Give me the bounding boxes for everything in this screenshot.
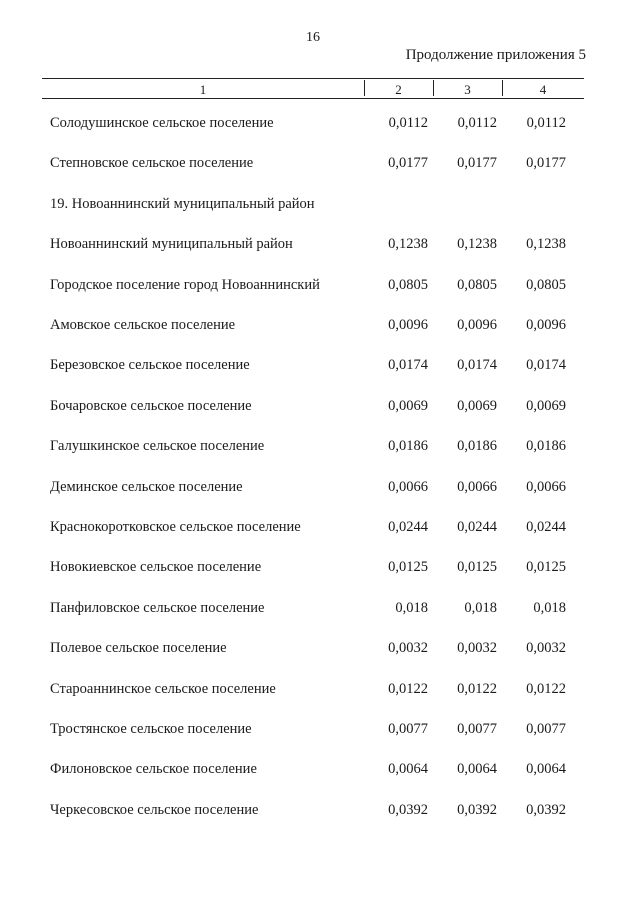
coefficient-col-3: 0,0186 [457, 438, 497, 455]
column-header-2: 2 [395, 82, 402, 97]
settlement-name: Галушкинское сельское поселение [50, 438, 265, 455]
settlement-name: Степновское сельское поселение [50, 155, 254, 172]
column-header-4: 4 [539, 82, 547, 97]
coefficient-col-4: 0,1238 [526, 236, 566, 253]
table-row [0, 600, 640, 622]
coefficient-col-3: 0,0805 [457, 276, 497, 293]
coefficient-col-3: 0,0122 [457, 680, 497, 697]
coefficient-col-4: 0,018 [533, 599, 566, 616]
coefficient-col-2: 0,0805 [388, 276, 428, 293]
coefficient-col-4: 0,0174 [526, 357, 566, 374]
coefficient-col-3: 0,0077 [457, 721, 497, 737]
table-header-bottom-rule [42, 98, 584, 99]
settlement-name: Солодушинское сельское поселение [50, 115, 274, 131]
settlement-name: Новокиевское сельское поселение [50, 559, 262, 576]
table-row [0, 721, 640, 743]
settlement-name: Краснокоротковское сельское поселение [50, 519, 301, 535]
coefficient-col-2: 0,0064 [388, 761, 428, 778]
table-row [0, 479, 640, 501]
coefficient-col-3: 0,1238 [457, 236, 497, 253]
coefficient-col-2: 0,0112 [388, 115, 428, 131]
coefficient-col-3: 0,0032 [457, 640, 497, 657]
table-row [0, 438, 640, 460]
coefficient-col-3: 0,0177 [457, 155, 497, 172]
coefficient-col-2: 0,0066 [388, 478, 428, 495]
settlement-name: Филоновское сельское поселение [50, 761, 257, 778]
coefficient-col-3: 0,0244 [457, 519, 497, 535]
settlement-name: Новоаннинский муниципальный район [50, 236, 293, 253]
coefficient-col-4: 0,0805 [526, 276, 566, 293]
coefficient-col-2: 0,0096 [388, 317, 428, 333]
coefficient-col-2: 0,0174 [388, 357, 428, 374]
coefficient-col-4: 0,0066 [526, 478, 566, 495]
table-row [0, 802, 640, 824]
settlement-name: Полевое сельское поселение [50, 640, 227, 657]
table-row [0, 761, 640, 783]
coefficient-col-2: 0,0032 [388, 640, 428, 657]
settlement-name: Бочаровское сельское поселение [50, 397, 252, 414]
coefficient-col-2: 0,0186 [388, 438, 428, 455]
coefficient-col-2: 0,0125 [388, 559, 428, 576]
coefficient-col-3: 0,0392 [457, 801, 497, 818]
coefficient-col-3: 0,0064 [457, 761, 497, 778]
coefficient-col-4: 0,0392 [526, 801, 566, 818]
column-header-1: 1 [199, 82, 207, 97]
coefficient-col-4: 0,0244 [526, 519, 566, 535]
coefficient-col-2: 0,0122 [388, 680, 428, 697]
table-row [0, 519, 640, 541]
table-row [0, 196, 640, 218]
coefficient-col-4: 0,0177 [526, 155, 566, 172]
table-header-top-rule [42, 78, 584, 79]
coefficient-col-3: 0,0066 [457, 478, 497, 495]
coefficient-col-3: 0,0112 [457, 115, 497, 131]
table-row [0, 398, 640, 420]
coefficient-col-4: 0,0064 [526, 761, 566, 778]
coefficient-col-3: 0,0069 [457, 397, 497, 414]
table-row [0, 559, 640, 581]
table-row [0, 236, 640, 258]
settlement-name: Деминское сельское поселение [50, 478, 243, 495]
settlement-name: Амовское сельское поселение [50, 317, 236, 333]
coefficient-col-4: 0,0032 [526, 640, 566, 657]
table-row [0, 115, 640, 137]
coefficient-col-3: 0,0125 [457, 559, 497, 576]
coefficient-col-2: 0,018 [395, 599, 428, 616]
coefficient-col-3: 0,018 [464, 599, 497, 616]
coefficient-col-2: 0,0177 [388, 155, 428, 172]
settlement-name: 19. Новоаннинский муниципальный район [50, 195, 315, 212]
coefficient-col-4: 0,0077 [526, 721, 566, 737]
table-row [0, 357, 640, 379]
coefficient-col-2: 0,1238 [388, 236, 428, 253]
table-row [0, 277, 640, 299]
coefficient-col-4: 0,0096 [526, 317, 566, 333]
coefficient-col-4: 0,0125 [526, 559, 566, 576]
settlement-name: Тростянское сельское поселение [50, 721, 252, 737]
table-row [0, 155, 640, 177]
coefficient-col-2: 0,0392 [388, 801, 428, 818]
table-row [0, 640, 640, 662]
coefficient-col-3: 0,0174 [457, 357, 497, 374]
settlement-name: Панфиловское сельское поселение [50, 599, 265, 616]
coefficient-col-4: 0,0122 [526, 680, 566, 697]
page-number: 16 [306, 30, 320, 45]
table-row [0, 681, 640, 703]
settlement-name: Черкесовское сельское поселение [50, 801, 259, 818]
column-header-3: 3 [464, 82, 471, 97]
table-row [0, 317, 640, 339]
coefficient-col-2: 0,0244 [388, 519, 428, 535]
coefficient-col-4: 0,0186 [526, 438, 566, 455]
settlement-name: Староаннинское сельское поселение [50, 680, 276, 697]
continuation-title: Продолжение приложения 5 [405, 47, 586, 63]
coefficient-col-4: 0,0112 [526, 115, 566, 131]
coefficient-col-2: 0,0069 [388, 397, 428, 414]
coefficient-col-4: 0,0069 [526, 397, 566, 414]
coefficient-col-3: 0,0096 [457, 317, 497, 333]
settlement-name: Березовское сельское поселение [50, 357, 250, 374]
settlement-name: Городское поселение город Новоаннинский [50, 276, 320, 293]
coefficient-col-2: 0,0077 [388, 721, 428, 737]
